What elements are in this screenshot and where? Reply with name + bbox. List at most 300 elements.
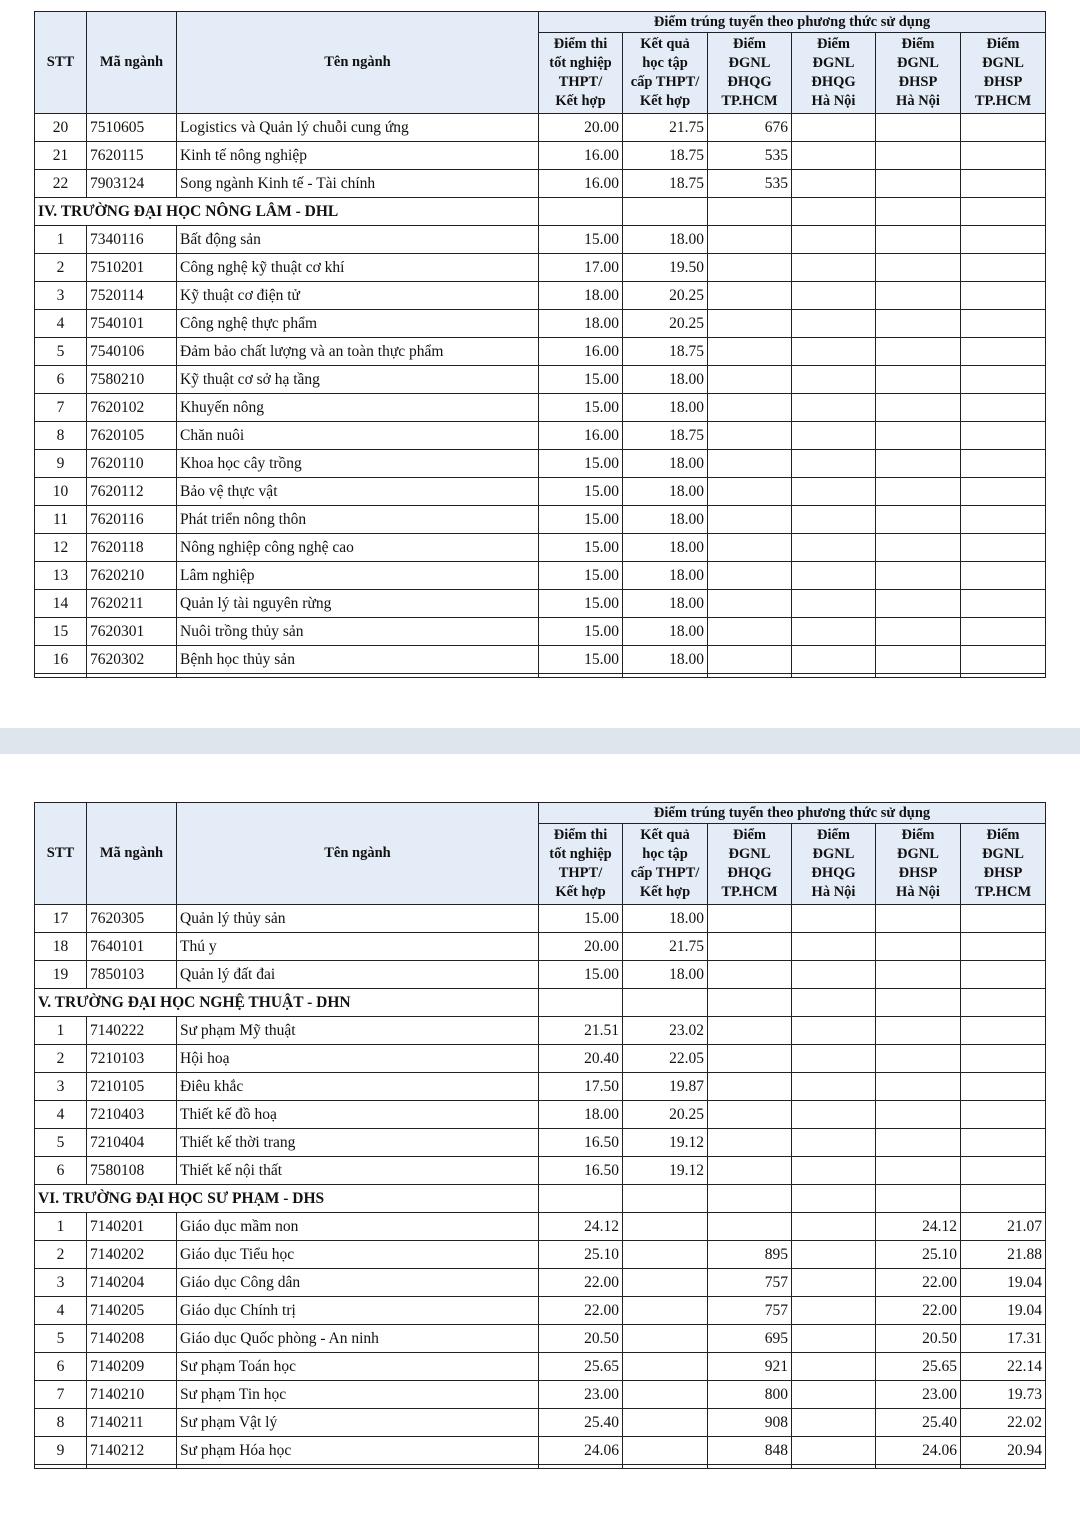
row-code: 7640101 [87, 933, 177, 961]
score-cell [961, 142, 1046, 170]
score-cell: 15.00 [539, 506, 623, 534]
empty-cell [876, 989, 961, 1017]
score-cell [876, 310, 961, 338]
score-cell: 23.02 [623, 1017, 708, 1045]
header-col-dhsp-hn: Điểm ĐGNL ĐHSP Hà Nội [876, 33, 961, 114]
score-cell [708, 310, 792, 338]
score-cell: 18.00 [539, 310, 623, 338]
section-title: V. TRƯỜNG ĐẠI HỌC NGHỆ THUẬT - DHN [35, 989, 539, 1017]
score-cell [876, 590, 961, 618]
score-cell: 15.00 [539, 562, 623, 590]
score-cell [961, 170, 1046, 198]
score-cell: 22.14 [961, 1353, 1046, 1381]
score-cell [961, 534, 1046, 562]
score-cell [876, 478, 961, 506]
table-row [35, 1073, 1046, 1101]
empty-cell [792, 1465, 876, 1469]
score-cell: 25.10 [876, 1241, 961, 1269]
empty-cell [961, 1185, 1046, 1213]
score-cell [961, 254, 1046, 282]
row-stt: 2 [35, 1045, 87, 1073]
row-stt: 2 [35, 254, 87, 282]
row-code: 7620302 [87, 646, 177, 674]
score-cell [876, 114, 961, 142]
table-row [35, 933, 1046, 961]
score-cell [876, 170, 961, 198]
table-row [35, 1409, 1046, 1437]
score-cell [876, 905, 961, 933]
row-name: Song ngành Kinh tế - Tài chính [177, 170, 539, 198]
header-stt: STT [35, 12, 87, 114]
table-row-tail [35, 674, 1046, 678]
table-row [35, 478, 1046, 506]
score-cell [708, 534, 792, 562]
row-stt: 22 [35, 170, 87, 198]
header-name: Tên ngành [177, 803, 539, 905]
score-cell: 19.87 [623, 1073, 708, 1101]
table-row [35, 1213, 1046, 1241]
row-name: Bất động sản [177, 226, 539, 254]
score-cell: 22.00 [539, 1297, 623, 1325]
row-code: 7620112 [87, 478, 177, 506]
score-cell: 18.00 [623, 506, 708, 534]
score-cell [876, 933, 961, 961]
score-cell [876, 254, 961, 282]
header-col-hoc-ba: Kết quả học tập cấp THPT/ Kết hợp [623, 824, 708, 905]
row-stt: 6 [35, 1157, 87, 1185]
empty-cell [708, 198, 792, 226]
score-cell [961, 366, 1046, 394]
score-cell: 21.51 [539, 1017, 623, 1045]
score-cell [792, 506, 876, 534]
score-cell: 19.12 [623, 1129, 708, 1157]
header-col-thpt: Điểm thi tốt nghiệp THPT/ Kết hợp [539, 824, 623, 905]
row-name: Thiết kế thời trang [177, 1129, 539, 1157]
score-cell [961, 1073, 1046, 1101]
row-name: Khoa học cây trồng [177, 450, 539, 478]
row-name: Khuyến nông [177, 394, 539, 422]
table-row [35, 394, 1046, 422]
score-cell: 16.50 [539, 1129, 623, 1157]
score-cell: 17.31 [961, 1325, 1046, 1353]
row-code: 7620301 [87, 618, 177, 646]
row-code: 7140209 [87, 1353, 177, 1381]
row-name: Giáo dục Tiểu học [177, 1241, 539, 1269]
row-stt: 7 [35, 1381, 87, 1409]
row-name: Sư phạm Toán học [177, 1353, 539, 1381]
row-code: 7620102 [87, 394, 177, 422]
row-name: Kinh tế nông nghiệp [177, 142, 539, 170]
score-cell [708, 961, 792, 989]
section-row [35, 1185, 1046, 1213]
table-row [35, 1269, 1046, 1297]
score-cell: 535 [708, 142, 792, 170]
row-name: Công nghệ thực phẩm [177, 310, 539, 338]
score-cell [708, 478, 792, 506]
empty-cell [623, 1185, 708, 1213]
score-cell [792, 1101, 876, 1129]
score-cell: 20.50 [876, 1325, 961, 1353]
row-stt: 15 [35, 618, 87, 646]
score-cell: 20.00 [539, 933, 623, 961]
row-name: Quản lý tài nguyên rừng [177, 590, 539, 618]
row-stt: 4 [35, 1101, 87, 1129]
score-cell: 25.65 [539, 1353, 623, 1381]
score-cell: 18.00 [539, 1101, 623, 1129]
row-stt: 1 [35, 1213, 87, 1241]
score-cell: 18.00 [623, 478, 708, 506]
score-cell: 20.40 [539, 1045, 623, 1073]
score-cell [961, 310, 1046, 338]
score-cell [876, 1017, 961, 1045]
row-stt: 9 [35, 450, 87, 478]
row-name: Giáo dục Chính trị [177, 1297, 539, 1325]
score-cell [961, 646, 1046, 674]
row-code: 7620116 [87, 506, 177, 534]
score-cell [792, 961, 876, 989]
score-cell [792, 366, 876, 394]
score-cell [792, 254, 876, 282]
table-row [35, 646, 1046, 674]
empty-cell [35, 1465, 87, 1469]
score-cell [792, 905, 876, 933]
row-code: 7140222 [87, 1017, 177, 1045]
row-stt: 11 [35, 506, 87, 534]
empty-cell [876, 674, 961, 678]
score-cell: 15.00 [539, 450, 623, 478]
score-cell: 19.04 [961, 1297, 1046, 1325]
empty-cell [539, 674, 623, 678]
table-row [35, 590, 1046, 618]
score-cell: 18.00 [623, 562, 708, 590]
row-name: Công nghệ kỹ thuật cơ khí [177, 254, 539, 282]
score-cell [708, 450, 792, 478]
header-code: Mã ngành [87, 12, 177, 114]
table-row [35, 562, 1046, 590]
score-cell [961, 338, 1046, 366]
header-col-dgnl-hn: Điểm ĐGNL ĐHQG Hà Nội [792, 824, 876, 905]
score-cell: 22.00 [876, 1297, 961, 1325]
score-cell [876, 1045, 961, 1073]
empty-cell [961, 1465, 1046, 1469]
score-cell [792, 1409, 876, 1437]
score-cell [792, 646, 876, 674]
score-cell [792, 933, 876, 961]
table-row [35, 534, 1046, 562]
empty-cell [177, 674, 539, 678]
score-cell: 17.50 [539, 1073, 623, 1101]
score-cell: 15.00 [539, 366, 623, 394]
score-cell: 15.00 [539, 226, 623, 254]
score-cell: 18.00 [623, 450, 708, 478]
score-cell [708, 394, 792, 422]
score-cell [876, 506, 961, 534]
empty-cell [961, 198, 1046, 226]
score-cell: 23.00 [539, 1381, 623, 1409]
score-cell [708, 1073, 792, 1101]
score-cell: 18.00 [539, 282, 623, 310]
score-cell: 25.40 [876, 1409, 961, 1437]
score-cell [961, 618, 1046, 646]
empty-cell [539, 198, 623, 226]
score-cell: 16.00 [539, 142, 623, 170]
score-cell [792, 1129, 876, 1157]
empty-cell [876, 1185, 961, 1213]
score-cell [708, 1101, 792, 1129]
score-cell: 20.50 [539, 1325, 623, 1353]
row-stt: 20 [35, 114, 87, 142]
row-name: Thiết kế đồ hoạ [177, 1101, 539, 1129]
score-cell [708, 590, 792, 618]
score-cell [792, 618, 876, 646]
row-code: 7210403 [87, 1101, 177, 1129]
score-cell [792, 338, 876, 366]
score-cell [961, 1017, 1046, 1045]
score-cell [792, 226, 876, 254]
score-cell [792, 1157, 876, 1185]
row-stt: 12 [35, 534, 87, 562]
score-cell [876, 646, 961, 674]
score-cell: 18.75 [623, 338, 708, 366]
score-cell: 895 [708, 1241, 792, 1269]
score-cell: 21.07 [961, 1213, 1046, 1241]
empty-cell [623, 198, 708, 226]
row-stt: 8 [35, 422, 87, 450]
empty-cell [708, 1185, 792, 1213]
score-cell: 19.50 [623, 254, 708, 282]
score-cell [708, 905, 792, 933]
score-cell [708, 1129, 792, 1157]
row-code: 7580210 [87, 366, 177, 394]
empty-cell [177, 1465, 539, 1469]
score-cell [708, 618, 792, 646]
score-cell: 22.00 [539, 1269, 623, 1297]
table-row [35, 1381, 1046, 1409]
score-cell [792, 1437, 876, 1465]
empty-cell [708, 1465, 792, 1469]
table-body [35, 114, 1046, 678]
row-code: 7620115 [87, 142, 177, 170]
empty-cell [876, 1465, 961, 1469]
score-cell: 21.75 [623, 933, 708, 961]
score-cell: 21.88 [961, 1241, 1046, 1269]
empty-cell [876, 198, 961, 226]
score-cell: 20.00 [539, 114, 623, 142]
score-cell [792, 422, 876, 450]
empty-cell [539, 1465, 623, 1469]
header-col-thpt: Điểm thi tốt nghiệp THPT/ Kết hợp [539, 33, 623, 114]
score-cell [708, 282, 792, 310]
score-cell [708, 646, 792, 674]
row-stt: 6 [35, 1353, 87, 1381]
row-stt: 5 [35, 338, 87, 366]
row-stt: 21 [35, 142, 87, 170]
table-row [35, 1101, 1046, 1129]
row-code: 7140211 [87, 1409, 177, 1437]
row-name: Phát triển nông thôn [177, 506, 539, 534]
row-code: 7140208 [87, 1325, 177, 1353]
row-name: Sư phạm Tin học [177, 1381, 539, 1409]
header-col-dgnl-hn: Điểm ĐGNL ĐHQG Hà Nội [792, 33, 876, 114]
score-cell: 15.00 [539, 478, 623, 506]
score-cell: 15.00 [539, 534, 623, 562]
score-cell [708, 562, 792, 590]
score-cell [961, 933, 1046, 961]
score-cell [961, 506, 1046, 534]
table-row [35, 1017, 1046, 1045]
header-code: Mã ngành [87, 803, 177, 905]
page-separator [0, 728, 1080, 754]
empty-cell [961, 989, 1046, 1017]
score-cell [961, 590, 1046, 618]
row-code: 7620118 [87, 534, 177, 562]
score-cell: 18.00 [623, 226, 708, 254]
score-cell [961, 1157, 1046, 1185]
score-cell: 23.00 [876, 1381, 961, 1409]
table-row [35, 142, 1046, 170]
score-cell: 15.00 [539, 905, 623, 933]
score-cell [708, 338, 792, 366]
score-cell: 18.00 [623, 366, 708, 394]
row-name: Giáo dục Công dân [177, 1269, 539, 1297]
score-cell [961, 961, 1046, 989]
score-cell [876, 422, 961, 450]
score-cell: 921 [708, 1353, 792, 1381]
score-cell [623, 1409, 708, 1437]
table-row [35, 114, 1046, 142]
score-cell [623, 1381, 708, 1409]
row-name: Bảo vệ thực vật [177, 478, 539, 506]
row-code: 7520114 [87, 282, 177, 310]
row-code: 7620210 [87, 562, 177, 590]
score-cell [792, 1353, 876, 1381]
header-col-dhsp-hcm: Điểm ĐGNL ĐHSP TP.HCM [961, 824, 1046, 905]
row-code: 7140212 [87, 1437, 177, 1465]
score-cell [792, 1017, 876, 1045]
row-stt: 6 [35, 366, 87, 394]
score-cell: 24.06 [876, 1437, 961, 1465]
score-cell: 18.75 [623, 422, 708, 450]
row-stt: 3 [35, 1073, 87, 1101]
score-cell: 24.12 [539, 1213, 623, 1241]
score-cell [792, 478, 876, 506]
table-row [35, 905, 1046, 933]
row-code: 7510201 [87, 254, 177, 282]
score-cell: 848 [708, 1437, 792, 1465]
header-col-dgnl-hcm: Điểm ĐGNL ĐHQG TP.HCM [708, 33, 792, 114]
empty-cell [87, 674, 177, 678]
header-group: Điểm trúng tuyển theo phương thức sử dụng [539, 803, 1046, 824]
row-name: Kỹ thuật cơ điện tử [177, 282, 539, 310]
section-row [35, 989, 1046, 1017]
score-cell: 908 [708, 1409, 792, 1437]
table-row [35, 450, 1046, 478]
score-cell: 16.50 [539, 1157, 623, 1185]
score-cell: 15.00 [539, 961, 623, 989]
row-stt: 13 [35, 562, 87, 590]
row-stt: 9 [35, 1437, 87, 1465]
admission-table-page-1 [34, 11, 1046, 678]
score-cell: 22.00 [876, 1269, 961, 1297]
score-cell [708, 366, 792, 394]
table-row [35, 1157, 1046, 1185]
empty-cell [708, 989, 792, 1017]
header-col-dhsp-hcm: Điểm ĐGNL ĐHSP TP.HCM [961, 33, 1046, 114]
header-name: Tên ngành [177, 12, 539, 114]
score-cell: 19.12 [623, 1157, 708, 1185]
row-stt: 16 [35, 646, 87, 674]
empty-cell [87, 1465, 177, 1469]
score-cell [792, 1325, 876, 1353]
score-cell: 695 [708, 1325, 792, 1353]
row-code: 7140202 [87, 1241, 177, 1269]
score-cell [961, 905, 1046, 933]
score-cell [708, 254, 792, 282]
header-group: Điểm trúng tuyển theo phương thức sử dụng [539, 12, 1046, 33]
score-cell: 16.00 [539, 338, 623, 366]
row-code: 7540101 [87, 310, 177, 338]
score-cell [961, 282, 1046, 310]
row-stt: 4 [35, 310, 87, 338]
score-cell: 17.00 [539, 254, 623, 282]
table-row [35, 1437, 1046, 1465]
score-cell [792, 114, 876, 142]
score-cell: 20.25 [623, 282, 708, 310]
score-cell [961, 1045, 1046, 1073]
score-cell: 16.00 [539, 422, 623, 450]
score-cell: 15.00 [539, 590, 623, 618]
row-name: Giáo dục Quốc phòng - An ninh [177, 1325, 539, 1353]
table-row [35, 1325, 1046, 1353]
score-cell: 20.25 [623, 310, 708, 338]
score-cell [792, 562, 876, 590]
score-cell: 24.12 [876, 1213, 961, 1241]
score-cell [708, 506, 792, 534]
score-cell [961, 562, 1046, 590]
row-stt: 5 [35, 1129, 87, 1157]
row-name: Sư phạm Mỹ thuật [177, 1017, 539, 1045]
row-stt: 8 [35, 1409, 87, 1437]
score-cell [792, 1241, 876, 1269]
score-cell [708, 422, 792, 450]
score-cell: 15.00 [539, 618, 623, 646]
score-cell [792, 534, 876, 562]
score-cell: 18.00 [623, 618, 708, 646]
score-cell: 20.94 [961, 1437, 1046, 1465]
empty-cell [792, 674, 876, 678]
header-col-dhsp-hn: Điểm ĐGNL ĐHSP Hà Nội [876, 824, 961, 905]
table-row-tail [35, 1465, 1046, 1469]
score-cell [792, 1297, 876, 1325]
row-name: Kỹ thuật cơ sở hạ tầng [177, 366, 539, 394]
score-cell [708, 1157, 792, 1185]
score-cell [792, 142, 876, 170]
score-cell: 24.06 [539, 1437, 623, 1465]
score-cell [876, 562, 961, 590]
score-cell [792, 1269, 876, 1297]
table-row [35, 366, 1046, 394]
row-code: 7140201 [87, 1213, 177, 1241]
row-code: 7210105 [87, 1073, 177, 1101]
table-row [35, 338, 1046, 366]
score-cell: 757 [708, 1269, 792, 1297]
row-code: 7140210 [87, 1381, 177, 1409]
score-cell [876, 534, 961, 562]
header-stt: STT [35, 803, 87, 905]
table-row [35, 1129, 1046, 1157]
score-cell [876, 366, 961, 394]
row-code: 7620105 [87, 422, 177, 450]
